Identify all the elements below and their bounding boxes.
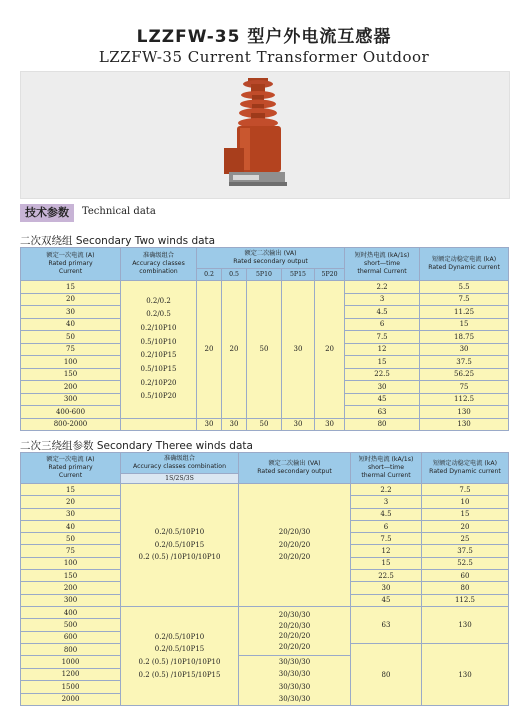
cell-output: 30 — [282, 281, 315, 419]
cell-dynamic: 30 — [420, 343, 509, 356]
cell-primary: 1500 — [21, 681, 121, 694]
cell-thermal: 6 — [345, 318, 420, 331]
th-thermal: 短时热电流 (kA/1s) short—time thermal Current — [345, 248, 420, 281]
cell-primary: 1200 — [21, 668, 121, 681]
cell-dynamic: 52.5 — [422, 557, 509, 569]
cell-output-c: 30/30/30 30/30/30 30/30/30 30/30/30 — [239, 656, 351, 706]
cell-thermal: 3 — [345, 293, 420, 306]
cell-thermal: 2.2 — [351, 484, 422, 496]
cell-output-a: 20/20/30 20/20/20 20/20/20 — [239, 484, 351, 607]
cell-primary: 20 — [21, 293, 121, 306]
cell-dynamic: 5.5 — [420, 281, 509, 294]
cell-thermal: 15 — [345, 356, 420, 369]
cell-thermal: 30 — [351, 582, 422, 594]
cell-primary: 40 — [21, 520, 121, 532]
cell-output: 20 — [222, 281, 247, 419]
cell-thermal: 22.5 — [351, 570, 422, 582]
cell-thermal: 2.2 — [345, 281, 420, 294]
cell-primary: 300 — [21, 393, 121, 406]
cell-dynamic: 112.5 — [422, 594, 509, 606]
cell-dynamic: 37.5 — [422, 545, 509, 557]
cell-thermal: 12 — [345, 343, 420, 356]
cell-primary: 800-2000 — [21, 418, 121, 431]
cell-primary: 300 — [21, 594, 121, 606]
cell-dynamic: 7.5 — [420, 293, 509, 306]
th-sub: 0.2 — [197, 269, 222, 281]
th-accuracy: 准确级组合 Accuracy classes combination — [121, 248, 197, 281]
cell-output: 50 — [247, 418, 282, 431]
cell-dynamic: 56.25 — [420, 368, 509, 381]
cell-dynamic: 130 — [422, 643, 509, 705]
cell-primary: 200 — [21, 381, 121, 394]
cell-thermal: 7.5 — [351, 533, 422, 545]
cell-thermal: 4.5 — [351, 508, 422, 520]
th-dynamic: 短额定动稳定电流 (kA) Rated Dynamic current — [422, 453, 509, 484]
cell-primary: 50 — [21, 331, 121, 344]
th-sub: 5P10 — [247, 269, 282, 281]
cell-dynamic: 130 — [420, 418, 509, 431]
cell-thermal: 30 — [345, 381, 420, 394]
cell-thermal: 12 — [351, 545, 422, 557]
cell-dynamic: 15 — [422, 508, 509, 520]
cell-dynamic: 130 — [420, 406, 509, 419]
cell-dynamic: 15 — [420, 318, 509, 331]
cell-output: 30 — [282, 418, 315, 431]
cell-thermal: 6 — [351, 520, 422, 532]
cell-combos: 0.2/0.2 0.2/0.5 0.2/10P10 0.5/10P10 0.2/10P15 0.5/10P15 0.2/10P20 0.5/10P20 — [121, 281, 197, 419]
cell-dynamic: 130 — [422, 606, 509, 643]
cell-output: 30 — [197, 418, 222, 431]
th-primary: 额定一次电流 (A) Rated primary Current — [21, 248, 121, 281]
cell-combos-empty — [121, 418, 197, 431]
cell-primary: 800 — [21, 643, 121, 655]
cell-dynamic: 112.5 — [420, 393, 509, 406]
cell-dynamic: 25 — [422, 533, 509, 545]
cell-primary: 500 — [21, 619, 121, 631]
cell-thermal: 63 — [351, 606, 422, 643]
cell-primary: 200 — [21, 582, 121, 594]
cell-primary: 75 — [21, 343, 121, 356]
cell-primary: 2000 — [21, 693, 121, 706]
cell-thermal: 4.5 — [345, 306, 420, 319]
cell-primary: 150 — [21, 570, 121, 582]
th-accuracy-sub: 1S/2S/3S — [121, 474, 239, 484]
cell-output: 20 — [197, 281, 222, 419]
cell-thermal: 45 — [345, 393, 420, 406]
cell-dynamic: 10 — [422, 496, 509, 508]
cell-primary: 20 — [21, 496, 121, 508]
cell-thermal: 3 — [351, 496, 422, 508]
th-sub: 5P20 — [315, 269, 345, 281]
cell-dynamic: 11.25 — [420, 306, 509, 319]
cell-combo-a: 0.2/0.5/10P10 0.2/0.5/10P15 0.2 (0.5) /10P10/10P10 — [121, 484, 239, 607]
cell-output: 50 — [247, 281, 282, 419]
cell-thermal: 22.5 — [345, 368, 420, 381]
th-sub: 0.5 — [222, 269, 247, 281]
cell-dynamic: 7.5 — [422, 484, 509, 496]
th-output: 额定二次输出 (VA) Rated secondary output — [197, 248, 345, 269]
section1-title: 二次双绕组 Secondary Two winds data — [20, 235, 216, 247]
cell-dynamic: 75 — [420, 381, 509, 394]
two-winds-table — [20, 247, 509, 431]
cell-primary: 600 — [21, 631, 121, 643]
cell-primary: 15 — [21, 484, 121, 496]
cell-thermal: 80 — [345, 418, 420, 431]
cell-combo-b: 0.2/0.5/10P10 0.2/0.5/10P15 0.2 (0.5) /10P10/10P10 0.2 (0.5) /10P15/10P15 — [121, 606, 239, 705]
cell-dynamic: 18.75 — [420, 331, 509, 344]
page-title: LZZFW-35 型户外电流互感器 — [136, 27, 392, 47]
cell-output-b: 20/30/30 20/20/30 20/20/20 20/20/20 — [239, 606, 351, 655]
cell-primary: 400 — [21, 606, 121, 618]
th-dynamic: 短额定动稳定电流 (kA) Rated Dynamic current — [420, 248, 509, 281]
cell-thermal: 63 — [345, 406, 420, 419]
product-photo — [20, 71, 510, 199]
cell-primary: 40 — [21, 318, 121, 331]
tech-label-en: Technical data — [82, 206, 156, 217]
three-winds-table — [20, 452, 509, 706]
cell-thermal: 80 — [351, 643, 422, 705]
cell-thermal: 15 — [351, 557, 422, 569]
cell-primary: 15 — [21, 281, 121, 294]
cell-output: 20 — [315, 281, 345, 419]
cell-thermal: 45 — [351, 594, 422, 606]
tech-label: 技术参数 — [20, 204, 74, 222]
cell-dynamic: 60 — [422, 570, 509, 582]
cell-primary: 150 — [21, 368, 121, 381]
cell-output: 30 — [222, 418, 247, 431]
cell-dynamic: 37.5 — [420, 356, 509, 369]
cell-dynamic: 20 — [422, 520, 509, 532]
cell-output: 30 — [315, 418, 345, 431]
cell-primary: 30 — [21, 508, 121, 520]
th-thermal: 短时热电流 (kA/1s) short—time thermal Current — [351, 453, 422, 484]
cell-primary: 50 — [21, 533, 121, 545]
th-primary: 额定一次电流 (A) Rated primary Current — [21, 453, 121, 484]
th-sub: 5P15 — [282, 269, 315, 281]
page-subtitle: LZZFW-35 Current Transformer Outdoor — [98, 48, 430, 66]
cell-primary: 75 — [21, 545, 121, 557]
cell-primary: 400-600 — [21, 406, 121, 419]
cell-dynamic: 80 — [422, 582, 509, 594]
section2-title: 二次三绕组参数 Secondary Theree winds data — [20, 440, 253, 452]
cell-primary: 30 — [21, 306, 121, 319]
th-accuracy: 准确级组合 Accuracy classes combination — [121, 453, 239, 474]
cell-primary: 1000 — [21, 656, 121, 669]
th-output: 额定二次输出 (VA) Rated secondary output — [239, 453, 351, 484]
cell-primary: 100 — [21, 557, 121, 569]
cell-primary: 100 — [21, 356, 121, 369]
cell-thermal: 7.5 — [345, 331, 420, 344]
